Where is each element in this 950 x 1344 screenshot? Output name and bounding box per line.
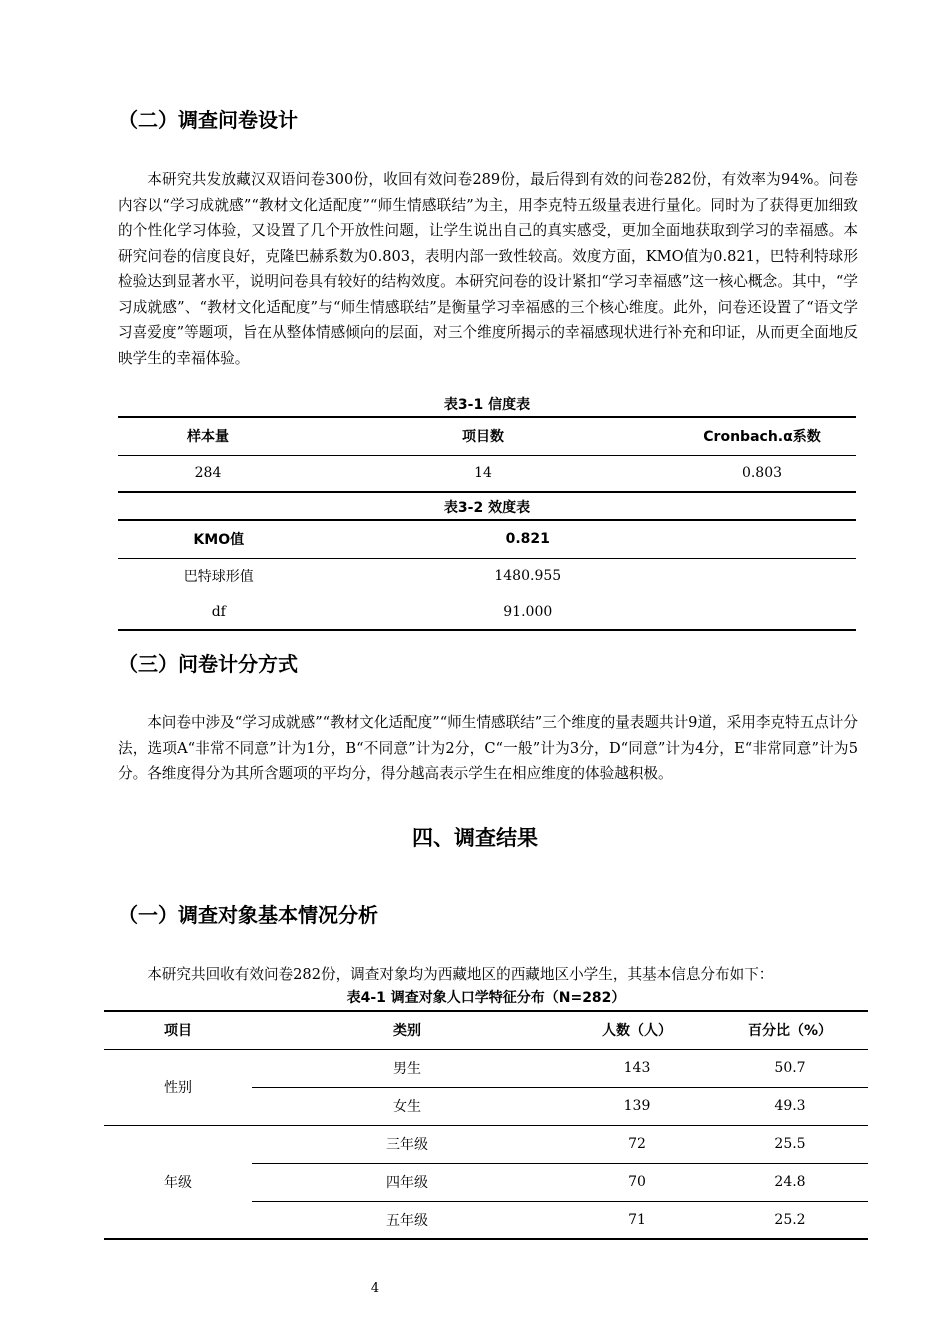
paragraph-questionnaire-design: 本研究共发放藏汉双语问卷300份，收回有效问卷289份，最后得到有效的问卷282份，有效率为94%。问卷内容以“学习成就感”“教材文化适配度”“师生情感联结”为主，用李克特五级量表进行量化。同时为了获得更加细致的个性化学习体验，又设置了几个开放性问题，让学生说出自己的真实感受，更加全面地获取到学习的幸福感。本研究问卷的信度良好，克隆巴赫系数为0.803，表明内部一致性较高。效度方面，KMO值为0.821，巴特利特球形检验达到显著水平，说明问卷具有较好的结构效度。本研究问卷的设计紧扣“学习幸福感”这一核心概念。其中，“学习成就感”、“教材文化适配度”与“师生情感联结”是衡量学习幸福感的三个核心维度。此外，问卷还设置了“语文学习喜爱度”等题项，旨在从整体情感倾向的层面，对三个维度所揭示的幸福感现状进行补充和印证，从而更全面地反映学生的幸福体验。 bbox=[118, 171, 858, 367]
reliability-table bbox=[118, 416, 856, 493]
header-category: 类别 bbox=[393, 1023, 421, 1040]
cell-group-gender: 性别 bbox=[104, 1049, 252, 1125]
cell-group-grade: 年级 bbox=[104, 1125, 252, 1239]
table-row-grade4-count: 70 bbox=[562, 1163, 712, 1201]
table-row-male-count: 143 bbox=[562, 1049, 712, 1087]
table-row-grade4-percent: 24.8 bbox=[712, 1163, 868, 1201]
paragraph-scoring: 本问卷中涉及“学习成就感”“教材文化适配度”“师生情感联结”三个维度的量表题共计9道，采用李克特五点计分法，选项A“非常不同意”计为1分，B“不同意”计为2分，C“一般”计为3分，D“同意”计为4分，E“非常同意”计为5分。各维度得分为其所含题项的平均分，得分越高表示学生在相应维度的体验越积极。 bbox=[118, 714, 858, 782]
table-row-grade5-category: 五年级 bbox=[386, 1212, 428, 1229]
table-row-female-percent: 49.3 bbox=[774, 1098, 806, 1114]
page-number: 4 bbox=[370, 1281, 380, 1296]
table-row-male-percent: 50.7 bbox=[712, 1049, 868, 1087]
table-row-grade5-percent: 25.2 bbox=[774, 1211, 806, 1228]
demographics-table bbox=[104, 1010, 868, 1240]
cell-df-value: 91.000 bbox=[503, 603, 553, 620]
paragraph-demographics: 本研究共回收有效问卷282份，调查对象均为西藏地区的西藏地区小学生，其基本信息分布如下： bbox=[147, 966, 774, 983]
table-row-grade3-category: 三年级 bbox=[252, 1125, 562, 1163]
header-count: 人数（人） bbox=[602, 1023, 672, 1040]
cell-cronbach-alpha: 0.803 bbox=[741, 465, 783, 482]
table-row-grade3-count: 72 bbox=[562, 1125, 712, 1163]
header-sample-size: 样本量 bbox=[187, 429, 229, 446]
table-3-2-caption: 表3-2 效度表 bbox=[443, 500, 531, 516]
section-heading-scoring: （三）问卷计分方式 bbox=[118, 652, 298, 676]
table-4-1-caption: 表4-1 调查对象人口学特征分布（N=282） bbox=[346, 990, 626, 1006]
cell-item-count: 14 bbox=[474, 465, 492, 482]
cell-df-label: df bbox=[211, 603, 226, 620]
table-row-male-category: 男生 bbox=[252, 1049, 562, 1087]
section-heading-questionnaire-design: （二）调查问卷设计 bbox=[118, 108, 298, 132]
table-row-grade3-percent: 25.5 bbox=[712, 1125, 868, 1163]
header-item: 项目 bbox=[164, 1023, 192, 1040]
table-row-female-count: 139 bbox=[623, 1098, 651, 1114]
table-row-grade5-count: 71 bbox=[628, 1211, 646, 1228]
table-row-grade4-category: 四年级 bbox=[252, 1163, 562, 1201]
header-percent: 百分比（%） bbox=[747, 1023, 833, 1040]
chapter-heading-results: 四、调查结果 bbox=[412, 826, 538, 850]
section-heading-demographics: （一）调查对象基本情况分析 bbox=[118, 903, 378, 927]
cell-kmo-label: KMO值 bbox=[193, 532, 245, 549]
header-cronbach-alpha: Cronbach.α系数 bbox=[703, 429, 821, 446]
table-row-female-category: 女生 bbox=[393, 1099, 421, 1115]
table-3-1-caption: 表3-1 信度表 bbox=[443, 397, 531, 413]
cell-kmo-value: 0.821 bbox=[505, 531, 550, 548]
cell-sample-size: 284 bbox=[194, 465, 222, 482]
validity-table bbox=[118, 519, 856, 631]
header-item-count: 项目数 bbox=[462, 429, 504, 446]
cell-bartlett-value: 1480.955 bbox=[494, 568, 562, 585]
cell-bartlett-label: 巴特球形值 bbox=[183, 569, 254, 586]
